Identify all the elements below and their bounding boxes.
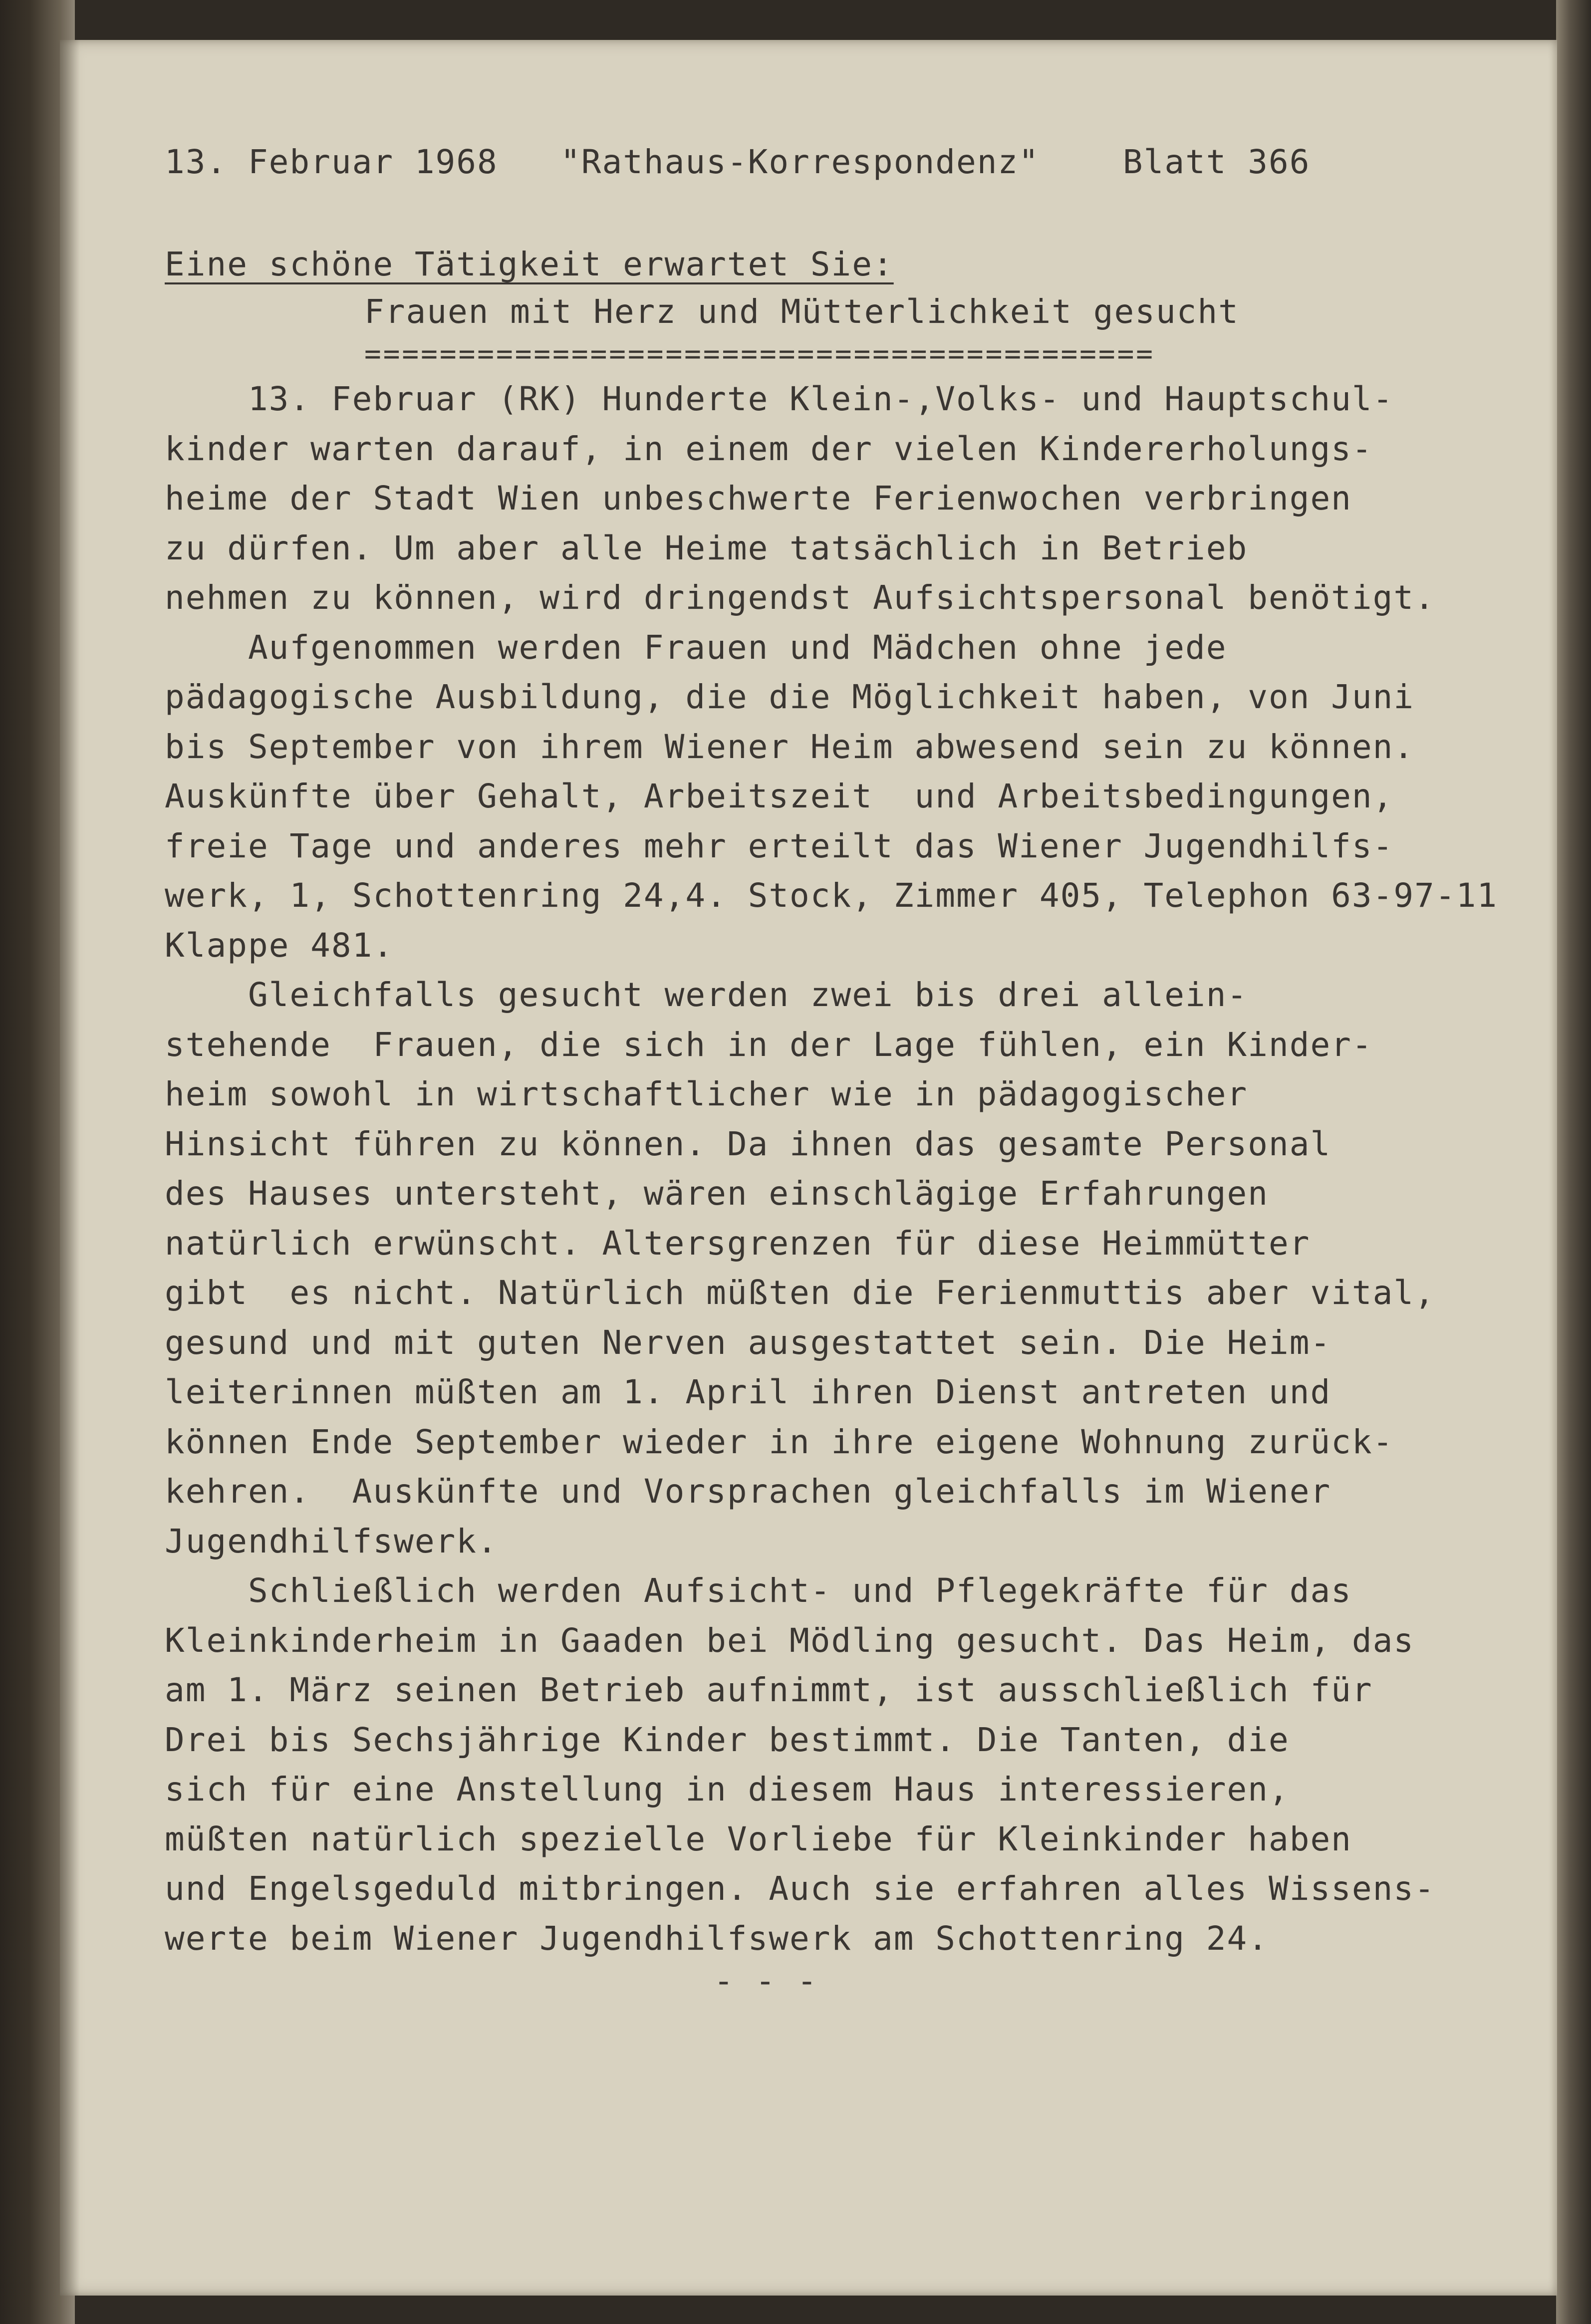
body-line: gibt es nicht. Natürlich müßten die Ferienmuttis aber vital, <box>165 1274 1435 1312</box>
body-line: Hinsicht führen zu können. Da ihnen das gesamte Personal <box>165 1124 1331 1163</box>
body-line: sich für eine Anstellung in diesem Haus interessieren, <box>165 1770 1290 1808</box>
body-line: heim sowohl in wirtschaftlicher wie in pädagogischer <box>165 1075 1248 1113</box>
body-line: gesund und mit guten Nerven ausgestattet sein. Die Heim- <box>165 1323 1331 1362</box>
body-line: kehren. Auskünfte und Vorsprachen gleichfalls im Wiener <box>165 1472 1331 1511</box>
body-line: am 1. März seinen Betrieb aufnimmt, ist ausschließlich für <box>165 1671 1373 1709</box>
end-mark: - - - <box>714 1962 818 2000</box>
scan-right-edge <box>1556 0 1591 2324</box>
article-subheading: Frauen mit Herz und Mütterlichkeit gesucht <box>364 292 1239 331</box>
body-line: 13. Februar (RK) Hunderte Klein-,Volks- und Hauptschul- <box>165 380 1394 418</box>
body-line: pädagogische Ausbildung, die die Möglichkeit haben, von Juni <box>165 678 1415 716</box>
body-line: stehende Frauen, die sich in der Lage fühlen, ein Kinder- <box>165 1025 1373 1064</box>
body-line: werte beim Wiener Jugendhilfswerk am Schottenring 24. <box>165 1919 1269 1958</box>
body-line: müßten natürlich spezielle Vorliebe für Kleinkinder haben <box>165 1819 1352 1858</box>
article-body <box>165 374 1498 1963</box>
body-line: Jugendhilfswerk. <box>165 1522 498 1560</box>
body-line: Klappe 481. <box>165 926 394 965</box>
page-fold-shadow <box>60 40 80 2296</box>
body-line: heime der Stadt Wien unbeschwerte Ferienwochen verbringen <box>165 479 1352 517</box>
body-line: leiterinnen müßten am 1. April ihren Dienst antreten und <box>165 1373 1331 1411</box>
body-line: können Ende September wieder in ihre eigene Wohnung zurück- <box>165 1422 1394 1461</box>
article-heading: Eine schöne Tätigkeit erwartet Sie: <box>165 245 894 283</box>
body-line: bis September von ihrem Wiener Heim abwesend sein zu können. <box>165 727 1415 766</box>
header-publication: "Rathaus-Korrespondenz" <box>560 143 1040 181</box>
body-line: Gleichfalls gesucht werden zwei bis drei allein- <box>165 976 1248 1014</box>
body-line: nehmen zu können, wird dringendst Aufsichtspersonal benötigt. <box>165 578 1435 617</box>
header-sheet: Blatt 366 <box>1122 143 1311 181</box>
body-line: kinder warten darauf, in einem der vielen Kindererholungs- <box>165 429 1373 468</box>
body-line: zu dürfen. Um aber alle Heime tatsächlich in Betrieb <box>165 528 1248 567</box>
body-line: Aufgenommen werden Frauen und Mädchen ohne jede <box>165 628 1227 667</box>
body-line: des Hauses untersteht, wären einschlägige Erfahrungen <box>165 1174 1269 1213</box>
page-header <box>165 137 1310 187</box>
body-line: Kleinkinderheim in Gaaden bei Mödling gesucht. Das Heim, das <box>165 1621 1415 1660</box>
body-line: werk, 1, Schottenring 24,4. Stock, Zimmer 405, Telephon 63-97-11 <box>165 876 1498 915</box>
body-line: Schließlich werden Aufsicht- und Pflegekräfte für das <box>165 1571 1352 1610</box>
body-line: Drei bis Sechsjährige Kinder bestimmt. Die Tanten, die <box>165 1720 1290 1759</box>
body-line: natürlich erwünscht. Altersgrenzen für diese Heimmütter <box>165 1224 1311 1263</box>
body-line: freie Tage und anderes mehr erteilt das Wiener Jugendhilfs- <box>165 826 1394 865</box>
header-date: 13. Februar 1968 <box>165 143 498 181</box>
body-line: Auskünfte über Gehalt, Arbeitszeit und Arbeitsbedingungen, <box>165 777 1394 815</box>
body-line: und Engelsgeduld mitbringen. Auch sie erfahren alles Wissens- <box>165 1869 1435 1908</box>
subheading-rule: ========================================== <box>364 338 1155 370</box>
